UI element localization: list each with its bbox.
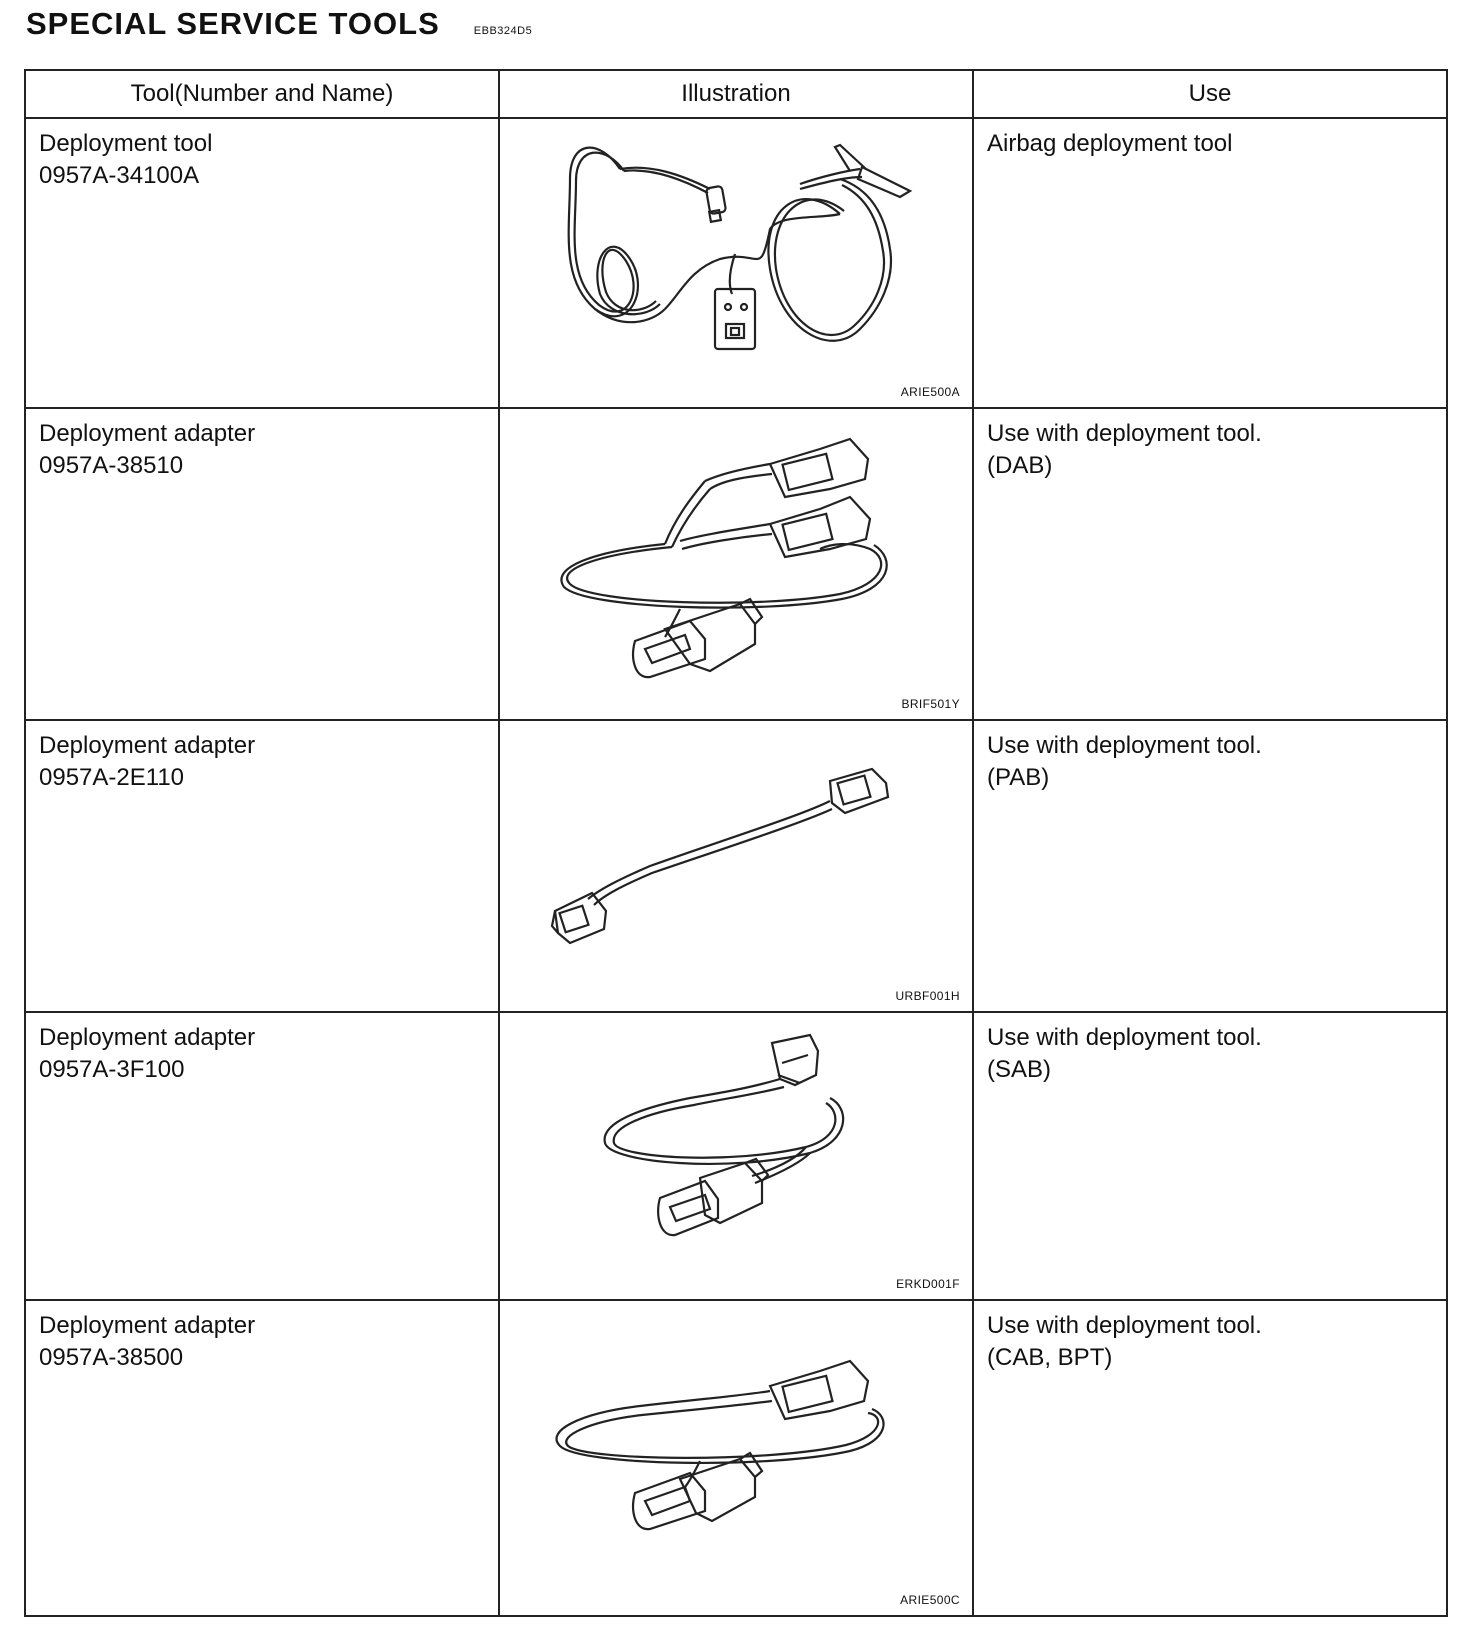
- tool-name: Deployment adapter: [39, 1024, 256, 1051]
- figure-code: ERKD001F: [896, 1277, 960, 1291]
- table-row: [25, 1012, 1447, 1300]
- page-title: SPECIAL SERVICE TOOLS: [26, 6, 440, 41]
- table-row: [25, 1300, 1447, 1616]
- use-cell: [973, 118, 1447, 408]
- table-row: [25, 408, 1447, 720]
- table-header-row: [25, 70, 1447, 118]
- tool-name: Deployment adapter: [39, 732, 256, 759]
- figure-code: BRIF501Y: [901, 697, 960, 711]
- tool-number: 0957A-38510: [39, 452, 184, 479]
- tool-number: 0957A-3F100: [39, 1056, 185, 1083]
- use-text: Use with deployment tool.: [987, 1312, 1262, 1339]
- dual-connector-adapter-icon: [500, 409, 974, 721]
- use-text: (CAB, BPT): [987, 1344, 1113, 1371]
- tool-number: 0957A-2E110: [39, 764, 185, 791]
- use-text: Use with deployment tool.: [987, 420, 1262, 447]
- illustration-cell: [499, 118, 973, 408]
- use-cell: [973, 1012, 1447, 1300]
- page-heading: [26, 6, 532, 50]
- use-text: (SAB): [987, 1056, 1052, 1083]
- illustration-cell: [499, 1012, 973, 1300]
- illustration-cell: [499, 1300, 973, 1616]
- tool-number: 0957A-38500: [39, 1344, 184, 1371]
- use-text: Use with deployment tool.: [987, 1024, 1262, 1051]
- straight-cable-adapter-icon: [500, 721, 974, 1013]
- tool-name: Deployment adapter: [39, 1312, 256, 1339]
- tool-name: Deployment adapter: [39, 420, 256, 447]
- use-cell: [973, 720, 1447, 1012]
- table-row: [25, 118, 1447, 408]
- header-use: Use: [973, 70, 1447, 118]
- tool-cell: [25, 408, 499, 720]
- tool-cell: [25, 1012, 499, 1300]
- special-service-tools-table: [24, 69, 1448, 1617]
- illustration-cell: [499, 408, 973, 720]
- tool-cell: [25, 720, 499, 1012]
- use-text: (DAB): [987, 452, 1053, 479]
- tool-cell: [25, 1300, 499, 1616]
- section-code: EBB324D5: [473, 25, 533, 37]
- figure-code: URBF001H: [895, 989, 960, 1003]
- use-text: (PAB): [987, 764, 1050, 791]
- use-text: Airbag deployment tool: [987, 130, 1233, 157]
- header-tool: Tool(Number and Name): [25, 70, 499, 118]
- figure-code: ARIE500C: [900, 1593, 960, 1607]
- header-illustration: Illustration: [499, 70, 973, 118]
- use-cell: [973, 408, 1447, 720]
- looped-cable-adapter-icon: [500, 1013, 974, 1301]
- use-text: Use with deployment tool.: [987, 732, 1262, 759]
- tool-name: Deployment tool: [39, 130, 213, 157]
- single-connector-adapter-icon: [500, 1301, 974, 1617]
- tool-cell: [25, 118, 499, 408]
- illustration-cell: [499, 720, 973, 1012]
- table-row: [25, 720, 1447, 1012]
- use-cell: [973, 1300, 1447, 1616]
- deployment-tool-harness-icon: [500, 119, 974, 409]
- figure-code: ARIE500A: [900, 385, 960, 399]
- tool-number: 0957A-34100A: [39, 162, 200, 189]
